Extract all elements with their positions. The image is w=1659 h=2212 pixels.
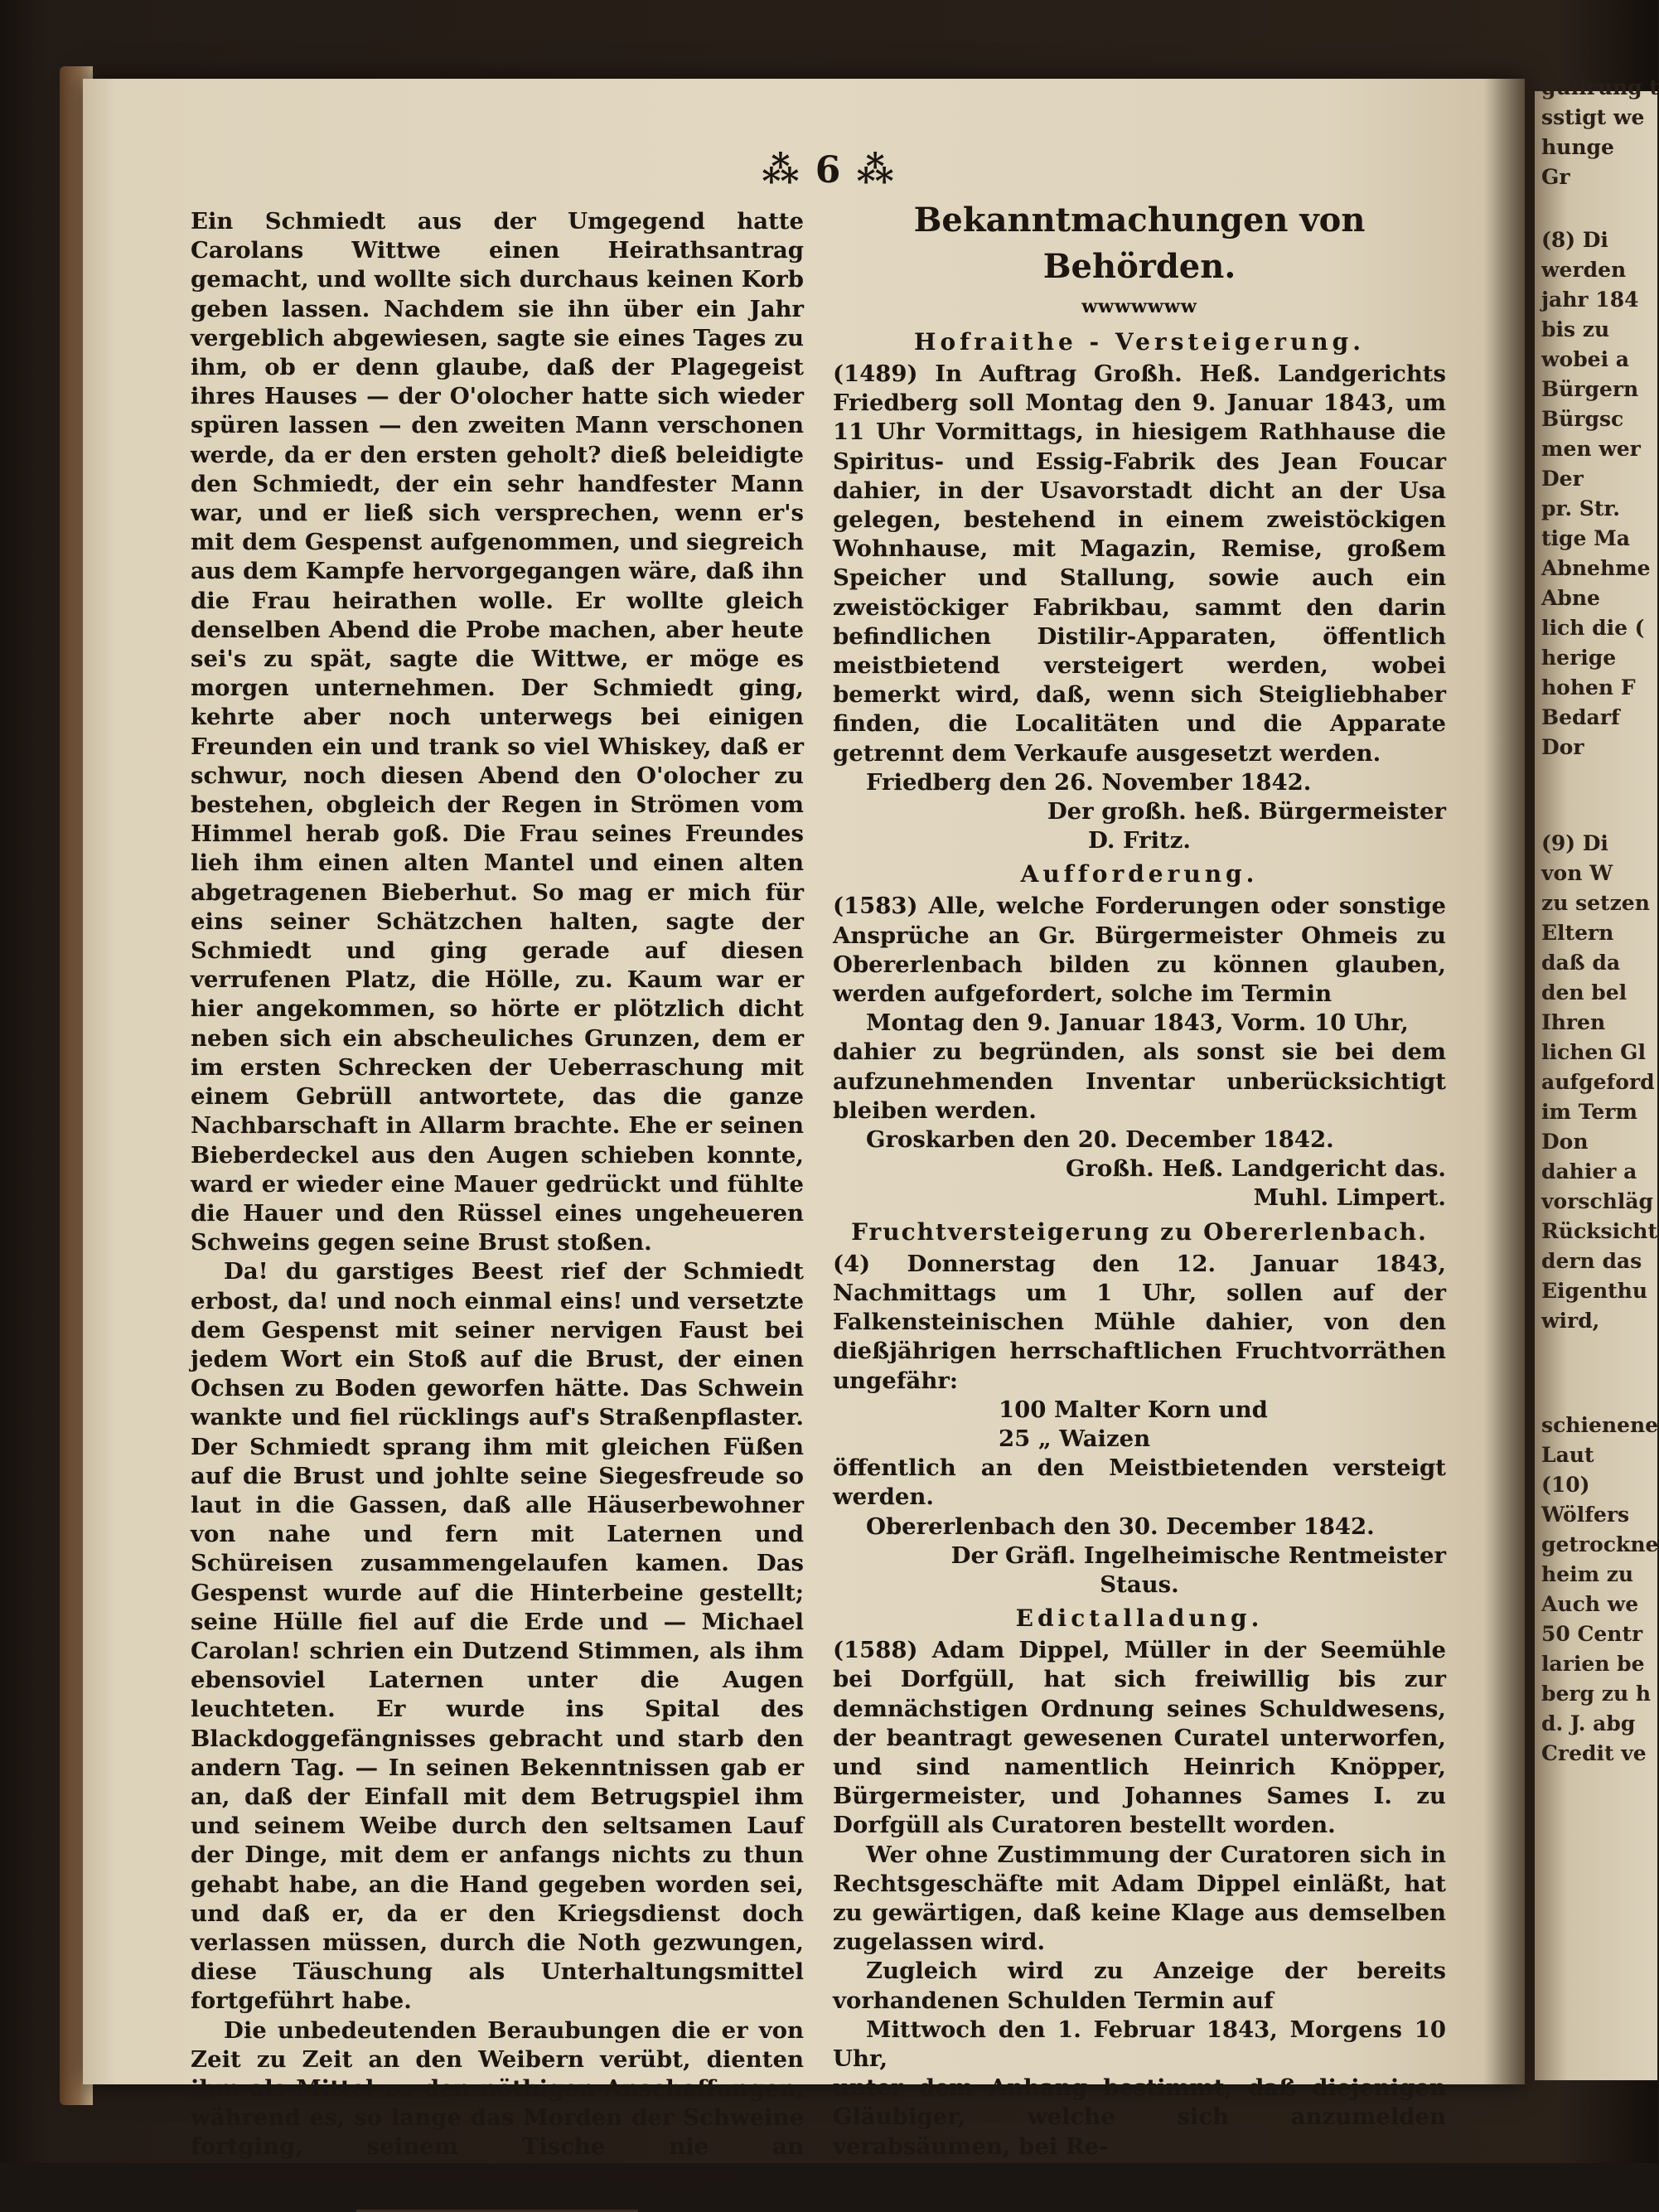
adjacent-page-text: lichen Gl (1541, 1040, 1647, 1064)
right-column (833, 197, 1446, 2161)
adjacent-page-text: (8) Di (1541, 228, 1608, 252)
adjacent-page-text: Abnehme (1541, 556, 1651, 580)
adjacent-page-text: herige (1541, 646, 1623, 670)
adjacent-page-text: den bel (1541, 980, 1628, 1004)
adjacent-page-text: von W (1541, 861, 1613, 885)
adjacent-page-text: Auch we (1541, 1592, 1639, 1616)
adjacent-page-text: jahr 184 (1541, 288, 1639, 312)
adjacent-page-text: zu setzen (1541, 891, 1650, 915)
notice-1-signatory: Der großh. heß. Bürgermeister (1047, 798, 1446, 825)
adjacent-page-text: werden (1541, 258, 1633, 282)
notice-1-place-date: Friedberg den 26. November 1842. (866, 768, 1312, 796)
notice-2-signatory: Großh. Heß. Landgericht das. (1065, 1155, 1446, 1183)
notice-1-name: D. Fritz. (1088, 827, 1191, 854)
adjacent-page-text: Bürgern (1541, 377, 1639, 401)
notice-2-body: (1583) Alle, welche Forderungen oder sonstige Ansprüche an Gr. Bürgermeister Ohmeis zu Obererlenbach bilden zu können glauben, werden aufgefordert, solche im Termin (833, 893, 1446, 1008)
adjacent-page-text: tige Ma (1541, 526, 1631, 550)
adjacent-page-text: Eltern (1541, 921, 1622, 945)
title-flourish: wwwwwww (1081, 296, 1197, 317)
adjacent-page-text: Credit ve (1541, 1741, 1647, 1765)
notice-4-date-line: Mittwoch den 1. Februar 1843, Morgens 10 Uhr, (833, 2016, 1446, 2072)
adjacent-page-text: wobei a (1541, 347, 1629, 371)
adjacent-page-text: wird, (1541, 1309, 1608, 1333)
adjacent-page-text: (9) Di (1541, 831, 1608, 855)
adjacent-page-text: schienene (1541, 1413, 1659, 1437)
adjacent-page-text: Gr (1541, 165, 1570, 189)
story-paragraph-1: Ein Schmiedt aus der Umgegend hatte Carolans Wittwe einen Heirathsantrag gemacht, und wollte sich durchaus keinen Korb geben lassen. Nachdem sie ihn über ein Jahr vergeblich abgewiesen, sagte sie eines Tages zu ihm, ob er denn glaube, daß der Plagegeist ihres Hauses — der O'olocher hatte sich wieder spüren lassen — den zweiten Mann verschonen werde, da er den ersten geholt? dieß beleidigte den Schmiedt, der ein sehr handfester Mann war, und er ließ sich versprechen, wenn er's mit dem Gespenst aufgenommen, und siegreich aus dem Kampfe hervorgegangen wäre, daß ihn die Frau heirathen wolle. Er wollte gleich denselben Abend die Probe machen, aber heute sei's zu spät, sagte die Wittwe, er möge es morgen unternehmen. Der Schmiedt ging, kehrte aber noch unterwegs bei einigen Freunden ein und trank so viel Whiskey, daß er schwur, noch diesen Abend den O'olocher zu bestehen, obgleich der Regen in Strömen vom Himmel herab goß. Die Frau seines Freundes lieh ihm einen alten Mantel und einen alten abgetragenen Bieberhut. So mag er mich für eins seiner Schätzchen halten, sagte der Schmiedt und ging gerade auf diesen verrufenen Platz, die Hölle, zu. Kaum war er hier angekommen, so hörte er plötzlich dicht neben sich ein abscheuliches Grunzen, dem er im ersten Schrecken der Ueberraschung mit einem Gebrüll antwortete, das die ganze Nachbarschaft in Allarm brachte. Ehe er seinen Bieberdeckel aus den Augen schieben konnte, ward er wieder eine Mauer gedrückt und fühlte die Hauer und den Rüssel eines ungeheueren Schweins gegen seine Brust stoßen. (191, 208, 804, 1256)
section-title: Bekanntmachungen von Behörden. (913, 201, 1366, 286)
adjacent-page-text: men wer (1541, 437, 1641, 461)
notice-3-name: Staus. (1100, 1571, 1179, 1598)
adjacent-page-text: Bedarf (1541, 705, 1620, 729)
adjacent-page-text: im Term (1541, 1100, 1637, 1124)
adjacent-page-text: Bürgsc (1541, 407, 1624, 431)
notice-3-body2: öffentlich an den Meistbietenden versteigt werden. (833, 1454, 1446, 1511)
notice-3-item-1: 100 Malter Korn und (999, 1396, 1268, 1423)
notice-2-body2: dahier zu begründen, als sonst sie bei dem aufzunehmenden Inventar unberücksichtigt bleiben werden. (833, 1038, 1446, 1124)
notice-3-place-date: Obererlenbach den 30. December 1842. (866, 1513, 1375, 1540)
adjacent-page-text: sstigt we (1541, 105, 1645, 129)
notice-3-body: (4) Donnerstag den 12. Januar 1843, Nachmittags um 1 Uhr, sollen auf der Falkensteinischen Mühle dahier, von den dießjährigen herrschaftlichen Fruchtvorräthen ungefähr: (833, 1250, 1446, 1394)
adjacent-page-text: Rücksicht (1541, 1219, 1658, 1243)
notice-2-heading: Aufforderung. (1020, 860, 1259, 888)
adjacent-page-text: d. J. abg (1541, 1711, 1636, 1735)
notice-2-name: Muhl. Limpert. (1253, 1184, 1446, 1212)
adjacent-page-text: dahier a (1541, 1159, 1637, 1183)
page-number: ⁂ 6 ⁂ (762, 149, 896, 191)
adjacent-page-text: hohen F (1541, 675, 1636, 699)
left-column (191, 207, 804, 2212)
adjacent-page-text: Laut (1541, 1443, 1594, 1467)
adjacent-page-text: gulirung t (1541, 75, 1659, 99)
adjacent-page-text: Dor (1541, 735, 1584, 759)
adjacent-page-fragment (1535, 75, 1659, 2080)
adjacent-page-text: larien be (1541, 1652, 1645, 1676)
adjacent-page-text: pr. Str. (1541, 496, 1620, 520)
adjacent-page-text: hunge (1541, 135, 1614, 159)
adjacent-page-text: Ihren (1541, 1010, 1606, 1034)
adjacent-page-text: dern das (1541, 1249, 1642, 1273)
notice-3-item-2: 25 „ Waizen (999, 1425, 1151, 1452)
notice-4-body2: Wer ohne Zustimmung der Curatoren sich in Rechtsgeschäfte mit Adam Dippel einläßt, hat zu gewärtigen, daß keine Klage aus demselben zugelassen wird. (833, 1841, 1446, 1956)
adjacent-page-text: Don (1541, 1130, 1589, 1154)
adjacent-page-text: daß da (1541, 951, 1621, 975)
notice-3-heading: Fruchtversteigerung zu Obererlenbach. (851, 1217, 1428, 1246)
notice-1-heading: Hofraithe - Versteigerung. (914, 328, 1365, 356)
notice-3-signatory: Der Gräfl. Ingelheimische Rentmeister (950, 1542, 1446, 1569)
adjacent-page-text: Eigenthu (1541, 1279, 1648, 1303)
adjacent-page-text: 50 Centr (1541, 1622, 1643, 1646)
adjacent-page-text: bis zu (1541, 317, 1617, 341)
adjacent-page-text: getrockne (1541, 1532, 1659, 1556)
adjacent-page-text: vorschläg (1541, 1189, 1654, 1213)
adjacent-page-text: Wölfers (1541, 1503, 1630, 1527)
notice-4-body: (1588) Adam Dippel, Müller in der Seemühle bei Dorfgüll, hat sich freiwillig bis zur demnächstigen Ordnung seines Schuldwesens, der beantragt gewesenen Curatel unterworfen, und sind namentlich Heinrich Knöpper, Bürgermeister, und Johannes Sames I. zu Dorfgüll als Curatoren bestellt worden. (833, 1637, 1446, 1839)
adjacent-page-text: heim zu (1541, 1562, 1634, 1586)
end-rule (356, 2210, 638, 2212)
story-paragraph-2: Da! du garstiges Beest rief der Schmiedt erbost, da! und noch einmal eins! und versetzte dem Gespenst mit seiner nervigen Faust bei jedem Wort ein Stoß auf die Brust, der einen Ochsen zu Boden geworfen hätte. Das Schwein wankte und fiel rücklings auf's Straßenpflaster. Der Schmiedt sprang ihm mit gleichen Füßen auf die Brust und johlte seine Siegesfreude so laut in die Gassen, daß alle Häuserbewohner von nahe und fern mit Laternen und Schüreisen zusammengelaufen kamen. Das Gespenst wurde auf die Hinterbeine gestellt; seine Hülle fiel auf die Erde und — Michael Carolan! schrien ein Dutzend Stimmen, als ihm ebensoviel Laternen unter die Augen leuchteten. Er wurde ins Spital des Blackdoggefängnisses gebracht und starb den andern Tag. — In seinen Bekenntnissen gab er an, daß der Einfall mit dem Betrugspiel ihm und seinem Weibe durch den seltsamen Lauf der Dinge, mit dem er anfangs nichts zu thun gehabt habe, an die Hand gegeben worden sei, und daß er, da er den Kriegsdienst doch verlassen müssen, durch die Noth gezwungen, diese Täuschung als Unterhaltungsmittel fortgeführt habe. (191, 1258, 804, 2015)
notice-2-place-date: Groskarben den 20. December 1842. (866, 1126, 1334, 1154)
adjacent-page-text: Abne (1541, 586, 1600, 610)
notice-4-body3: Zugleich wird zu Anzeige der bereits vorhandenen Schulden Termin auf (833, 1958, 1446, 2014)
story-paragraph-3: Die unbedeutenden Beraubungen die er von Zeit zu Zeit an den Weibern verübt, dienten ihm als Mittel zu den nöthigen Anschaffungen, während es, so lange das Morden der Schweine fortging, seinem Tische nie an Schweinesfleisch oder Schinken mangelte. (191, 2016, 804, 2190)
adjacent-page-text: Der (1541, 467, 1584, 491)
gutter-shadow (1483, 79, 1533, 2084)
adjacent-page-text: lich die ( (1541, 616, 1645, 640)
adjacent-page-text: aufgeford (1541, 1070, 1655, 1094)
notice-4-body4: unter dem Anhang bestimmt, daß diejenigen Gläubiger, welche sich anzumelden verabsäumen, bei Re- (833, 2074, 1446, 2160)
adjacent-page-text: berg zu h (1541, 1682, 1651, 1706)
adjacent-page-text: (10) (1541, 1473, 1590, 1497)
notice-2-date-line: Montag den 9. Januar 1843, Vorm. 10 Uhr, (866, 1009, 1409, 1037)
notice-1-body: (1489) In Auftrag Großh. Heß. Landgerichts Friedberg soll Montag den 9. Januar 1843, um 11 Uhr Vormittags, in hiesigem Rathhause die Spiritus- und Essig-Fabrik des Jean Foucar dahier, in der Usavorstadt dicht an der Usa gelegen, bestehend in einem zweistöckigen Wohnhause, mit Magazin, Remise, großem Speicher und Stallung, sowie auch ein zweistöckiger Fabrikbau, sammt den darin befindlichen Distilir-Apparaten, öffentlich meistbietend versteigert werden, wobei bemerkt wird, daß, wenn sich Steigliebhaber finden, die Localitäten und die Apparate getrennt dem Verkaufe ausgesetzt werden. (833, 361, 1446, 767)
notice-4-heading: Edictalladung. (1015, 1605, 1264, 1633)
